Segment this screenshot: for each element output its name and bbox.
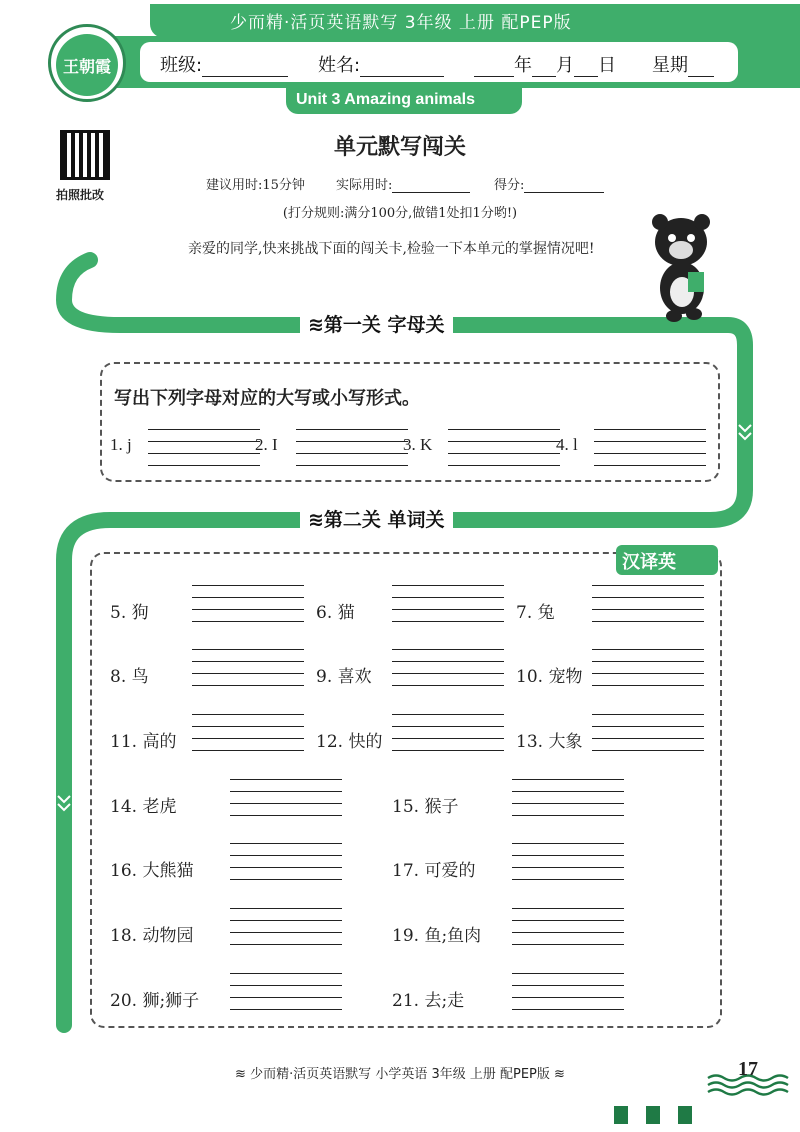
word-lines-7[interactable]	[592, 574, 704, 622]
bear-mascot-icon	[636, 210, 726, 325]
word-lines-9[interactable]	[392, 638, 504, 686]
word-lines-16[interactable]	[230, 832, 342, 880]
letter-item-3: 3. K	[403, 435, 433, 454]
page-number: 17	[738, 1058, 758, 1080]
word-item-19: 19. 鱼;鱼肉	[392, 926, 482, 946]
word-item-21: 21. 去;走	[392, 991, 465, 1011]
word-item-11: 11. 高的	[110, 732, 177, 752]
answer-lines-3[interactable]	[448, 418, 560, 466]
year-label: 年	[514, 55, 532, 76]
word-item-13: 13. 大象	[516, 732, 583, 752]
answer-lines-2[interactable]	[296, 418, 408, 466]
word-item-17: 17. 可爱的	[392, 861, 476, 881]
word-lines-18[interactable]	[230, 897, 342, 945]
answer-lines-1[interactable]	[148, 418, 260, 466]
name-label: 姓名:	[318, 55, 361, 76]
class-label: 班级:	[160, 55, 203, 76]
section1-title: ≋第一关 字母关	[300, 314, 453, 336]
unit-title: Unit 3 Amazing animals	[296, 91, 475, 108]
word-lines-10[interactable]	[592, 638, 704, 686]
section2-title: ≋第二关 单词关	[300, 509, 453, 531]
word-lines-14[interactable]	[230, 768, 342, 816]
weekday-label: 星期	[652, 55, 688, 76]
section2-box	[90, 552, 722, 1028]
scoring-rule: (打分规则:满分100分,做错1处扣1分哟!)	[282, 206, 518, 221]
word-item-15: 15. 猴子	[392, 797, 459, 817]
word-lines-6[interactable]	[392, 574, 504, 622]
word-item-20: 20. 狮;狮子	[110, 991, 200, 1011]
answer-lines-4[interactable]	[594, 418, 706, 466]
word-lines-20[interactable]	[230, 962, 342, 1010]
word-lines-17[interactable]	[512, 832, 624, 880]
word-lines-12[interactable]	[392, 703, 504, 751]
qr-label: 拍照批改	[56, 188, 105, 202]
translate-tag-label: 汉译英	[622, 552, 676, 573]
word-lines-5[interactable]	[192, 574, 304, 622]
word-item-7: 7. 兔	[516, 603, 555, 623]
word-item-9: 9. 喜欢	[316, 667, 372, 687]
marker-square-3	[678, 1106, 692, 1124]
actual-time-label: 实际用时:	[336, 178, 393, 193]
word-lines-15[interactable]	[512, 768, 624, 816]
section1-heading	[300, 310, 453, 337]
section2-heading	[300, 505, 453, 532]
marker-square-1	[614, 1106, 628, 1124]
letter-item-1: 1. j	[110, 435, 132, 454]
suggested-time: 建议用时:15分钟	[206, 178, 305, 193]
logo-text: 王朝霞	[62, 57, 111, 76]
footer-text: ≋ 少而精·活页英语默写 小学英语 3年级 上册 配PEP版 ≋	[235, 1067, 565, 1082]
word-lines-11[interactable]	[192, 703, 304, 751]
word-lines-21[interactable]	[512, 962, 624, 1010]
word-item-12: 12. 快的	[316, 732, 383, 752]
series-title: 少而精·活页英语默写 3年级 上册 配PEP版	[230, 13, 572, 33]
word-item-6: 6. 猫	[316, 603, 355, 623]
word-item-8: 8. 鸟	[110, 667, 149, 687]
page-title: 单元默写闯关	[333, 135, 466, 160]
letter-item-2: 2. I	[255, 435, 278, 454]
word-item-14: 14. 老虎	[110, 797, 177, 817]
word-item-18: 18. 动物园	[110, 926, 194, 946]
month-label: 月	[556, 55, 574, 76]
word-item-16: 16. 大熊猫	[110, 861, 194, 881]
word-lines-19[interactable]	[512, 897, 624, 945]
word-item-5: 5. 狗	[110, 603, 149, 623]
section1-instruction: 写出下列字母对应的大写或小写形式。	[114, 388, 420, 409]
word-lines-8[interactable]	[192, 638, 304, 686]
score-label: 得分:	[494, 178, 525, 193]
letter-item-4: 4. l	[556, 435, 578, 454]
intro-text: 亲爱的同学,快来挑战下面的闯关卡,检验一下本单元的掌握情况吧!	[188, 241, 595, 257]
marker-square-2	[646, 1106, 660, 1124]
day-label: 日	[598, 55, 616, 76]
word-item-10: 10. 宠物	[516, 667, 583, 687]
word-lines-13[interactable]	[592, 703, 704, 751]
